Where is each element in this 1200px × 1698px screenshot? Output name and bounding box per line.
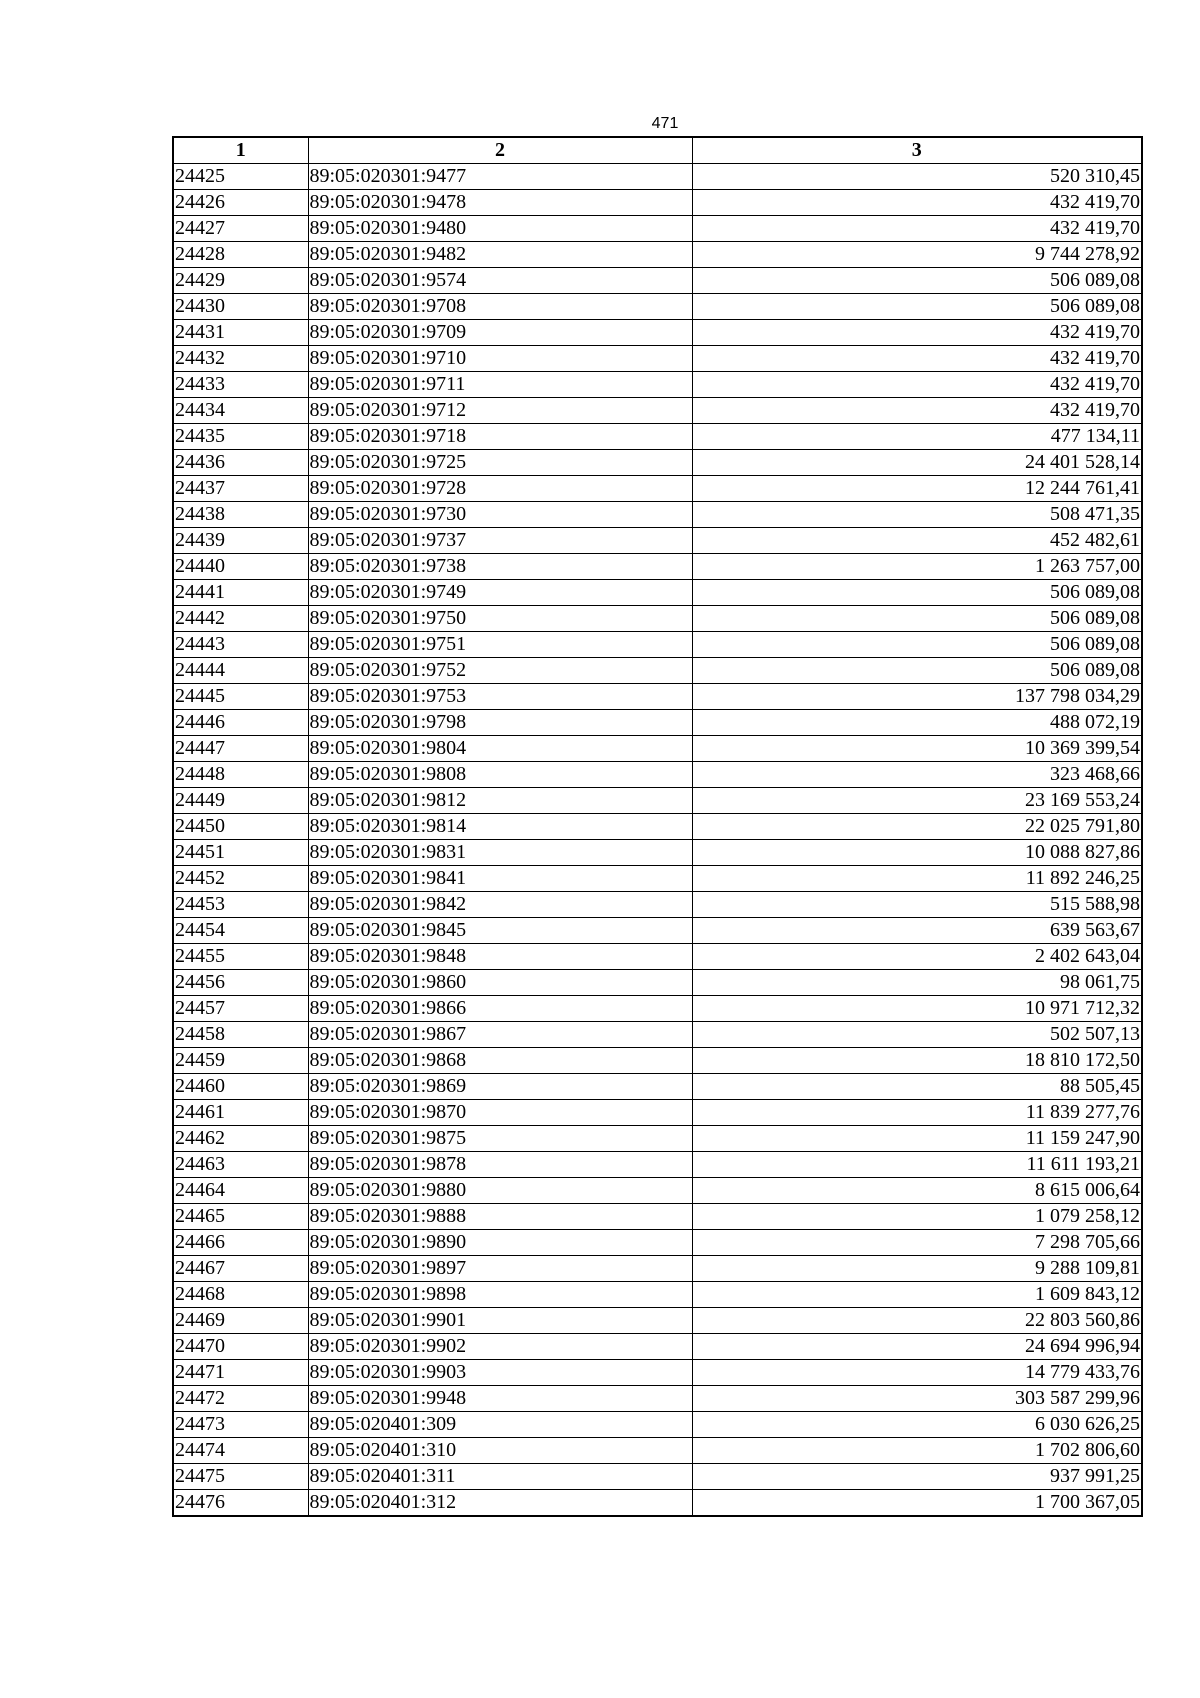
column-header-1: 1: [173, 137, 308, 164]
cadastral-value-cell: 502 507,13: [692, 1022, 1142, 1048]
table-row: [173, 320, 1142, 346]
row-number-cell: 24442: [173, 606, 308, 632]
table-row: [173, 1204, 1142, 1230]
cadastral-value-cell: 12 244 761,41: [692, 476, 1142, 502]
row-number-cell: 24451: [173, 840, 308, 866]
table-row: [173, 1074, 1142, 1100]
cadastral-number-cell: 89:05:020301:9753: [308, 684, 692, 710]
cadastral-value-cell: 506 089,08: [692, 580, 1142, 606]
table-row: [173, 632, 1142, 658]
table-row: [173, 658, 1142, 684]
table-row: [173, 606, 1142, 632]
cadastral-number-cell: 89:05:020401:310: [308, 1438, 692, 1464]
cadastral-value-cell: 1 079 258,12: [692, 1204, 1142, 1230]
cadastral-value-cell: 10 369 399,54: [692, 736, 1142, 762]
cadastral-number-cell: 89:05:020301:9730: [308, 502, 692, 528]
table-row: [173, 918, 1142, 944]
cadastral-value-cell: 10 088 827,86: [692, 840, 1142, 866]
row-number-cell: 24433: [173, 372, 308, 398]
row-number-cell: 24448: [173, 762, 308, 788]
cadastral-value-cell: 506 089,08: [692, 268, 1142, 294]
table-row: [173, 710, 1142, 736]
table-row: [173, 1308, 1142, 1334]
table-row: [173, 554, 1142, 580]
row-number-cell: 24463: [173, 1152, 308, 1178]
cadastral-number-cell: 89:05:020301:9480: [308, 216, 692, 242]
table-row: [173, 1230, 1142, 1256]
row-number-cell: 24466: [173, 1230, 308, 1256]
cadastral-number-cell: 89:05:020301:9725: [308, 450, 692, 476]
cadastral-number-cell: 89:05:020301:9903: [308, 1360, 692, 1386]
table-row: [173, 1022, 1142, 1048]
cadastral-number-cell: 89:05:020301:9897: [308, 1256, 692, 1282]
cadastral-value-cell: 432 419,70: [692, 216, 1142, 242]
cadastral-number-cell: 89:05:020301:9870: [308, 1100, 692, 1126]
cadastral-value-cell: 11 159 247,90: [692, 1126, 1142, 1152]
table-row: [173, 1464, 1142, 1490]
cadastral-value-cell: 506 089,08: [692, 632, 1142, 658]
row-number-cell: 24469: [173, 1308, 308, 1334]
row-number-cell: 24465: [173, 1204, 308, 1230]
cadastral-value-cell: 515 588,98: [692, 892, 1142, 918]
table-row: [173, 580, 1142, 606]
table-row: [173, 762, 1142, 788]
table-row: [173, 1282, 1142, 1308]
table-row: [173, 190, 1142, 216]
table-body: [173, 164, 1142, 1517]
table-row: [173, 970, 1142, 996]
table-row: [173, 736, 1142, 762]
table-row: [173, 892, 1142, 918]
cadastral-number-cell: 89:05:020301:9880: [308, 1178, 692, 1204]
row-number-cell: 24450: [173, 814, 308, 840]
table-row: [173, 424, 1142, 450]
row-number-cell: 24449: [173, 788, 308, 814]
table-row: [173, 840, 1142, 866]
row-number-cell: 24430: [173, 294, 308, 320]
table-row: [173, 372, 1142, 398]
table-row: [173, 1256, 1142, 1282]
column-header-3: 3: [692, 137, 1142, 164]
table-row: [173, 1178, 1142, 1204]
cadastral-number-cell: 89:05:020301:9869: [308, 1074, 692, 1100]
cadastral-value-cell: 2 402 643,04: [692, 944, 1142, 970]
cadastral-value-cell: 10 971 712,32: [692, 996, 1142, 1022]
cadastral-number-cell: 89:05:020301:9902: [308, 1334, 692, 1360]
row-number-cell: 24470: [173, 1334, 308, 1360]
row-number-cell: 24476: [173, 1490, 308, 1517]
cadastral-value-cell: 303 587 299,96: [692, 1386, 1142, 1412]
cadastral-value-cell: 452 482,61: [692, 528, 1142, 554]
cadastral-value-cell: 9 288 109,81: [692, 1256, 1142, 1282]
cadastral-number-cell: 89:05:020301:9841: [308, 866, 692, 892]
cadastral-value-cell: 22 803 560,86: [692, 1308, 1142, 1334]
cadastral-number-cell: 89:05:020301:9738: [308, 554, 692, 580]
cadastral-number-cell: 89:05:020301:9482: [308, 242, 692, 268]
cadastral-number-cell: 89:05:020301:9728: [308, 476, 692, 502]
cadastral-number-cell: 89:05:020301:9718: [308, 424, 692, 450]
row-number-cell: 24427: [173, 216, 308, 242]
row-number-cell: 24435: [173, 424, 308, 450]
table-row: [173, 1126, 1142, 1152]
table-row: [173, 788, 1142, 814]
cadastral-value-cell: 432 419,70: [692, 398, 1142, 424]
table-row: [173, 398, 1142, 424]
cadastral-value-cell: 1 263 757,00: [692, 554, 1142, 580]
cadastral-number-cell: 89:05:020301:9711: [308, 372, 692, 398]
cadastral-value-cell: 937 991,25: [692, 1464, 1142, 1490]
table-row: [173, 1152, 1142, 1178]
cadastral-value-cell: 7 298 705,66: [692, 1230, 1142, 1256]
cadastral-value-cell: 488 072,19: [692, 710, 1142, 736]
column-header-2: 2: [308, 137, 692, 164]
row-number-cell: 24447: [173, 736, 308, 762]
row-number-cell: 24453: [173, 892, 308, 918]
row-number-cell: 24471: [173, 1360, 308, 1386]
cadastral-number-cell: 89:05:020301:9708: [308, 294, 692, 320]
cadastral-number-cell: 89:05:020301:9848: [308, 944, 692, 970]
cadastral-number-cell: 89:05:020301:9737: [308, 528, 692, 554]
table-row: [173, 1334, 1142, 1360]
cadastral-value-cell: 9 744 278,92: [692, 242, 1142, 268]
cadastral-number-cell: 89:05:020301:9752: [308, 658, 692, 684]
row-number-cell: 24444: [173, 658, 308, 684]
cadastral-value-cell: 6 030 626,25: [692, 1412, 1142, 1438]
row-number-cell: 24457: [173, 996, 308, 1022]
cadastral-number-cell: 89:05:020301:9875: [308, 1126, 692, 1152]
row-number-cell: 24454: [173, 918, 308, 944]
cadastral-number-cell: 89:05:020301:9866: [308, 996, 692, 1022]
table-row: [173, 164, 1142, 190]
table-row: [173, 1438, 1142, 1464]
row-number-cell: 24464: [173, 1178, 308, 1204]
cadastral-value-cell: 8 615 006,64: [692, 1178, 1142, 1204]
row-number-cell: 24429: [173, 268, 308, 294]
cadastral-number-cell: 89:05:020301:9888: [308, 1204, 692, 1230]
cadastral-number-cell: 89:05:020301:9901: [308, 1308, 692, 1334]
cadastral-value-cell: 23 169 553,24: [692, 788, 1142, 814]
row-number-cell: 24475: [173, 1464, 308, 1490]
table-row: [173, 502, 1142, 528]
cadastral-value-cell: 11 611 193,21: [692, 1152, 1142, 1178]
cadastral-value-cell: 24 694 996,94: [692, 1334, 1142, 1360]
row-number-cell: 24437: [173, 476, 308, 502]
row-number-cell: 24445: [173, 684, 308, 710]
cadastral-number-cell: 89:05:020301:9751: [308, 632, 692, 658]
cadastral-number-cell: 89:05:020301:9845: [308, 918, 692, 944]
row-number-cell: 24425: [173, 164, 308, 190]
row-number-cell: 24439: [173, 528, 308, 554]
row-number-cell: 24438: [173, 502, 308, 528]
row-number-cell: 24468: [173, 1282, 308, 1308]
row-number-cell: 24432: [173, 346, 308, 372]
row-number-cell: 24473: [173, 1412, 308, 1438]
cadastral-number-cell: 89:05:020401:311: [308, 1464, 692, 1490]
cadastral-number-cell: 89:05:020301:9808: [308, 762, 692, 788]
cadastral-value-cell: 98 061,75: [692, 970, 1142, 996]
cadastral-number-cell: 89:05:020301:9898: [308, 1282, 692, 1308]
table-row: [173, 944, 1142, 970]
table-row: [173, 996, 1142, 1022]
cadastral-value-cell: 520 310,45: [692, 164, 1142, 190]
table-row: [173, 1386, 1142, 1412]
row-number-cell: 24436: [173, 450, 308, 476]
cadastral-value-cell: 88 505,45: [692, 1074, 1142, 1100]
row-number-cell: 24434: [173, 398, 308, 424]
cadastral-number-cell: 89:05:020301:9749: [308, 580, 692, 606]
row-number-cell: 24461: [173, 1100, 308, 1126]
cadastral-number-cell: 89:05:020301:9712: [308, 398, 692, 424]
row-number-cell: 24452: [173, 866, 308, 892]
cadastral-number-cell: 89:05:020301:9878: [308, 1152, 692, 1178]
cadastral-value-cell: 432 419,70: [692, 372, 1142, 398]
cadastral-value-cell: 1 702 806,60: [692, 1438, 1142, 1464]
cadastral-number-cell: 89:05:020301:9948: [308, 1386, 692, 1412]
table-row: [173, 1360, 1142, 1386]
page-number: 471: [651, 115, 679, 132]
cadastral-value-cell: 508 471,35: [692, 502, 1142, 528]
cadastral-value-cell: 323 468,66: [692, 762, 1142, 788]
cadastral-number-cell: 89:05:020301:9890: [308, 1230, 692, 1256]
row-number-cell: 24455: [173, 944, 308, 970]
table-row: [173, 1048, 1142, 1074]
cadastral-number-cell: 89:05:020301:9868: [308, 1048, 692, 1074]
cadastral-number-cell: 89:05:020301:9842: [308, 892, 692, 918]
row-number-cell: 24459: [173, 1048, 308, 1074]
cadastral-number-cell: 89:05:020301:9750: [308, 606, 692, 632]
cadastral-value-cell: 24 401 528,14: [692, 450, 1142, 476]
cadastral-number-cell: 89:05:020301:9574: [308, 268, 692, 294]
cadastral-number-cell: 89:05:020301:9804: [308, 736, 692, 762]
row-number-cell: 24431: [173, 320, 308, 346]
row-number-cell: 24474: [173, 1438, 308, 1464]
table-row: [173, 450, 1142, 476]
cadastral-number-cell: 89:05:020301:9710: [308, 346, 692, 372]
registry-table: [172, 136, 1143, 1517]
cadastral-value-cell: 506 089,08: [692, 606, 1142, 632]
row-number-cell: 24472: [173, 1386, 308, 1412]
cadastral-value-cell: 11 839 277,76: [692, 1100, 1142, 1126]
cadastral-value-cell: 1 700 367,05: [692, 1490, 1142, 1517]
table-header-row: [173, 137, 1142, 164]
cadastral-number-cell: 89:05:020301:9709: [308, 320, 692, 346]
row-number-cell: 24460: [173, 1074, 308, 1100]
cadastral-value-cell: 506 089,08: [692, 658, 1142, 684]
table-row: [173, 294, 1142, 320]
cadastral-number-cell: 89:05:020401:312: [308, 1490, 692, 1517]
cadastral-value-cell: 18 810 172,50: [692, 1048, 1142, 1074]
cadastral-number-cell: 89:05:020301:9478: [308, 190, 692, 216]
row-number-cell: 24458: [173, 1022, 308, 1048]
cadastral-value-cell: 639 563,67: [692, 918, 1142, 944]
table-row: [173, 216, 1142, 242]
cadastral-value-cell: 432 419,70: [692, 190, 1142, 216]
table-row: [173, 476, 1142, 502]
table-row: [173, 242, 1142, 268]
cadastral-value-cell: 432 419,70: [692, 320, 1142, 346]
cadastral-value-cell: 14 779 433,76: [692, 1360, 1142, 1386]
table-row: [173, 268, 1142, 294]
table-row: [173, 528, 1142, 554]
cadastral-number-cell: 89:05:020301:9477: [308, 164, 692, 190]
cadastral-number-cell: 89:05:020301:9814: [308, 814, 692, 840]
row-number-cell: 24443: [173, 632, 308, 658]
cadastral-value-cell: 11 892 246,25: [692, 866, 1142, 892]
row-number-cell: 24467: [173, 1256, 308, 1282]
row-number-cell: 24456: [173, 970, 308, 996]
row-number-cell: 24441: [173, 580, 308, 606]
cadastral-value-cell: 1 609 843,12: [692, 1282, 1142, 1308]
cadastral-number-cell: 89:05:020301:9798: [308, 710, 692, 736]
row-number-cell: 24462: [173, 1126, 308, 1152]
table-row: [173, 1412, 1142, 1438]
cadastral-value-cell: 506 089,08: [692, 294, 1142, 320]
cadastral-value-cell: 432 419,70: [692, 346, 1142, 372]
cadastral-value-cell: 137 798 034,29: [692, 684, 1142, 710]
cadastral-value-cell: 22 025 791,80: [692, 814, 1142, 840]
table-row: [173, 866, 1142, 892]
table-row: [173, 1100, 1142, 1126]
table-row: [173, 1490, 1142, 1517]
row-number-cell: 24428: [173, 242, 308, 268]
cadastral-number-cell: 89:05:020301:9812: [308, 788, 692, 814]
table-row: [173, 684, 1142, 710]
cadastral-value-cell: 477 134,11: [692, 424, 1142, 450]
cadastral-number-cell: 89:05:020301:9831: [308, 840, 692, 866]
cadastral-number-cell: 89:05:020301:9860: [308, 970, 692, 996]
cadastral-number-cell: 89:05:020401:309: [308, 1412, 692, 1438]
row-number-cell: 24446: [173, 710, 308, 736]
table-row: [173, 346, 1142, 372]
row-number-cell: 24426: [173, 190, 308, 216]
cadastral-number-cell: 89:05:020301:9867: [308, 1022, 692, 1048]
row-number-cell: 24440: [173, 554, 308, 580]
table-row: [173, 814, 1142, 840]
